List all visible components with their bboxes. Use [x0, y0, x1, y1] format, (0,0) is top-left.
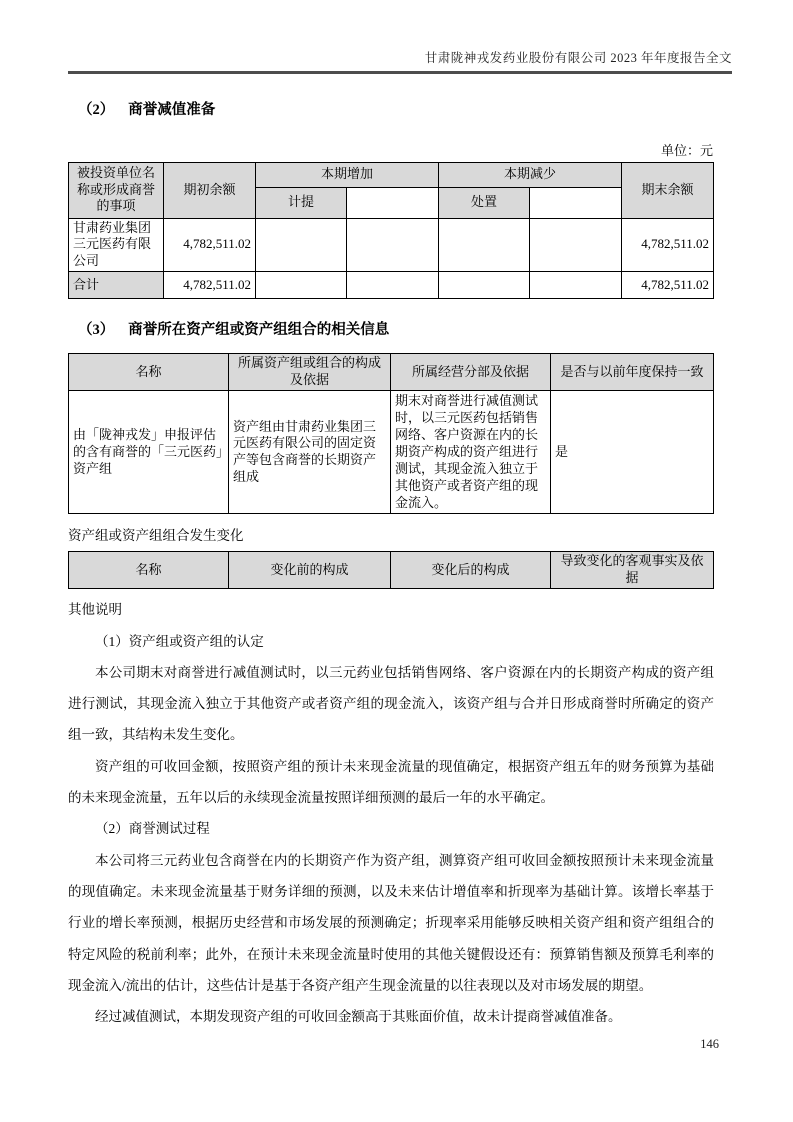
column-header-closing-balance: 期末余额 — [622, 162, 714, 218]
section-heading-asset-group — [78, 318, 733, 339]
cell-total-decrease-other — [530, 272, 622, 299]
notes-item2-title: （2）商誉测试过程 — [95, 821, 210, 837]
table-row-asset-group — [69, 391, 714, 514]
cell-opening-balance: 4,782,511.02 — [164, 218, 256, 272]
cell-segment: 期末对商誉进行减值测试时，以三元医药包括销售网络、客户资源在内的长期资产构成的资产组进行测试，其现金流入独立于其他资产或者资产组的现金流入。 — [391, 391, 551, 514]
other-notes — [68, 594, 714, 1032]
notes-paragraph: 本公司将三元药业包含商誉在内的长期资产作为资产组，测算资产组可收回金额按照预计未来现金流量的现值确定。未来现金流量基于财务详细的预测，以及未来估计增值率和折现率为基础计算。该增长率基于行业的增长率预测，根据历史经营和市场发展的预测确定；折现率采用能够反映相关资产组和资产组组合的特定风险的税前利率；此外，在预计未来现金流量时使用的其他关键假设还有：预算销售额及预算毛利率的现金流入/流出的估计，这些估计是基于各资产组产生现金流量的以往表现以及对市场发展的期望。 — [68, 852, 714, 993]
column-header-entity: 被投资单位名称或形成商誉的事项 — [69, 162, 164, 218]
cell-total-label: 合计 — [69, 272, 164, 299]
cell-closing-balance: 4,782,511.02 — [622, 218, 714, 272]
section-heading-goodwill-provision — [78, 98, 733, 119]
cell-decrease-other — [530, 218, 622, 272]
cell-composition: 资产组由甘肃药业集团三元医药有限公司的固定资产等包含商誉的长期资产组成 — [229, 391, 391, 514]
header-rule — [68, 71, 732, 74]
column-header-current-decrease: 本期减少 — [439, 162, 622, 187]
cell-total-opening: 4,782,511.02 — [164, 272, 256, 299]
column-header-increase-other — [347, 187, 439, 218]
page-number: 146 — [700, 1037, 719, 1051]
cell-total-increase-other — [347, 272, 439, 299]
cell-total-closing: 4,782,511.02 — [622, 272, 714, 299]
unit-label: 单位：元 — [660, 142, 713, 158]
cell-increase-other — [347, 218, 439, 272]
notes-paragraph: 经过减值测试，本期发现资产组的可收回金额高于其账面价值，故未计提商誉减值准备。 — [95, 1009, 622, 1025]
column-header-name: 名称 — [69, 354, 229, 391]
column-header-opening-balance: 期初余额 — [164, 162, 256, 218]
goodwill-provision-table — [68, 162, 714, 300]
column-header-name: 名称 — [69, 552, 229, 589]
notes-title: 其他说明 — [68, 602, 122, 618]
asset-group-info-table — [68, 353, 714, 514]
cell-total-accrual — [256, 272, 347, 299]
cell-accrual — [256, 218, 347, 272]
column-header-current-increase: 本期增加 — [256, 162, 439, 187]
notes-paragraph: 本公司期末对商誉进行减值测试时，以三元药业包括销售网络、客户资源在内的长期资产构成的资产组进行测试，其现金流入独立于其他资产或者资产组的现金流入，该资产组与合并日形成商誉时所确定的资产组一致，其结构未发生变化。 — [68, 664, 714, 743]
document-header-title: 甘肃陇神戎发药业股份有限公司 2023 年年度报告全文 — [424, 51, 732, 65]
column-header-accrual: 计提 — [256, 187, 347, 218]
change-label: 资产组或资产组组合发生变化 — [68, 528, 244, 544]
section-title: 商誉所在资产组或资产组组合的相关信息 — [128, 322, 390, 339]
cell-disposal — [439, 218, 530, 272]
notes-paragraph: 资产组的可收回金额，按照资产组的预计未来现金流量的现值确定，根据资产组五年的财务预算为基础的未来现金流量，五年以后的永续现金流量按照详细预测的最后一年的水平确定。 — [68, 758, 714, 806]
column-header-before-change: 变化前的构成 — [229, 552, 391, 589]
column-header-decrease-other — [530, 187, 622, 218]
cell-asset-group-name: 由「陇神戎发」申报评估的含有商誉的「三元医药」资产组 — [69, 391, 229, 514]
column-header-change-reason: 导致变化的客观事实及依据 — [551, 552, 714, 589]
table-row-total — [69, 272, 714, 299]
column-header-consistency: 是否与以前年度保持一致 — [551, 354, 714, 391]
column-header-after-change: 变化后的构成 — [391, 552, 551, 589]
notes-item1-title: （1）资产组或资产组的认定 — [95, 633, 264, 649]
cell-consistency: 是 — [551, 391, 714, 514]
column-header-composition: 所属资产组或组合的构成及依据 — [229, 354, 391, 391]
cell-total-disposal — [439, 272, 530, 299]
table-row-entity — [69, 218, 714, 272]
section-number: （3） — [78, 322, 115, 339]
section-title: 商誉减值准备 — [128, 101, 216, 118]
section-number: （2） — [78, 101, 115, 118]
asset-group-change-table — [68, 551, 714, 589]
column-header-segment: 所属经营分部及依据 — [391, 354, 551, 391]
column-header-disposal: 处置 — [439, 187, 530, 218]
cell-entity-name: 甘肃药业集团三元医药有限公司 — [69, 218, 164, 272]
